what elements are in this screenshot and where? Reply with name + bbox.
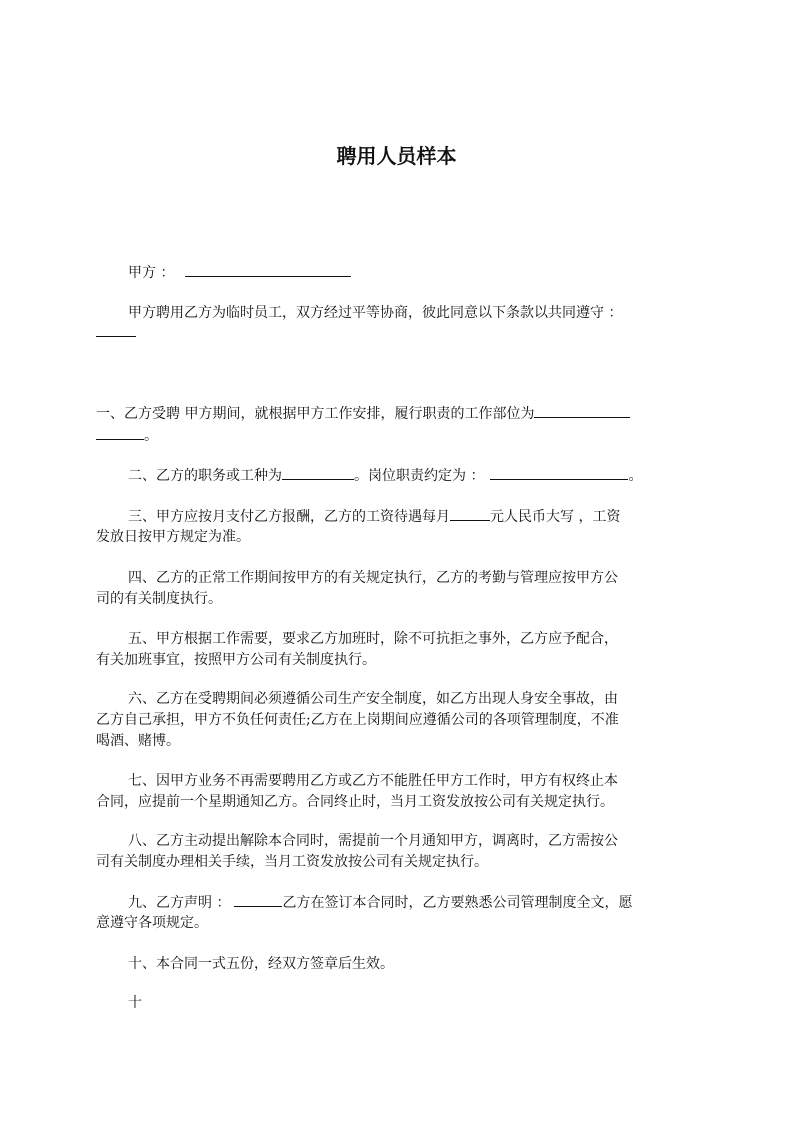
clause-3-blank [450,506,490,521]
clause-8-text-b: 司有关制度办理相关手续，当月工资发放按公司有关规定执行。 [96,854,488,870]
clause-5-text-b: 有关加班事宜，按照甲方公司有关制度执行。 [96,652,376,668]
party-a-blank [185,262,351,277]
clause-6-line-1 [128,689,618,709]
clause-7-line-2 [96,792,614,812]
party-a-line [128,262,351,283]
clause-1-blank-a [534,403,630,418]
clause-6-line-2 [96,710,619,730]
clause-10-line [128,954,394,974]
clause-6-text-b: 乙方自己承担，甲方不负任何责任;乙方在上岗期间应遵循公司的各项管理制度，不准 [96,712,619,728]
intro-line [128,303,622,323]
clause-8-line-1 [128,831,618,851]
clause-1-line-2 [96,425,158,446]
clause-11-line [128,993,142,1013]
clause-5-line-2 [96,650,376,670]
clause-9-text-c: 意遵守各项规定。 [96,915,208,931]
clause-6-text-a: 六、乙方在受聘期间必须遵循公司生产安全制度，如乙方出现人身安全事故，由 [128,691,618,707]
clause-2-line [128,465,642,486]
party-a-label: 甲方 ： [128,265,175,281]
clause-1-end: 。 [144,428,158,444]
clause-4-line-2 [96,589,222,609]
clause-1-text: 一、乙方受聘 甲方期间，就根据甲方工作安排，履行职责的工作部位为 [96,406,535,422]
clause-2-blank-b [490,465,628,480]
intro-text: 甲方聘用乙方为临时员工，双方经过平等协商，彼此同意以下条款以共同遵守 ： [128,305,623,321]
clause-8-text-a: 八、乙方主动提出解除本合同时，需提前一个月通知甲方，调离时，乙方需按公 [128,833,618,849]
clause-3-line-2 [96,527,250,547]
clause-2-end: 。 [628,468,643,484]
clause-3-text-a: 三、甲方应按月支付乙方报酬，乙方的工资待遇每月 [128,509,450,525]
clause-2-text-b: 。岗位职责约定为 ： [354,468,485,484]
clause-10-text: 十、本合同一式五份，经双方签章后生效。 [128,956,394,972]
clause-4-line-1 [128,568,618,588]
clause-1-blank-b [96,425,144,440]
clause-5-line-1 [128,629,618,649]
clause-7-text-a: 七、因甲方业务不再需要聘用乙方或乙方不能胜任甲方工作时，甲方有权终止本 [128,773,618,789]
clause-4-text-b: 司的有关制度执行。 [96,591,222,607]
clause-7-text-b: 合同，应提前一个星期通知乙方。合同终止时，当月工资发放按公司有关规定执行。 [96,794,614,810]
clause-2-text-a: 二、乙方的职务或工种为 [128,468,282,484]
clause-5-text-a: 五、甲方根据工作需要，要求乙方加班时，除不可抗拒之事外，乙方应予配合， [128,631,618,647]
clause-9-line-2 [96,913,208,933]
clause-4-text-a: 四、乙方的正常工作期间按甲方的有关规定执行，乙方的考勤与管理应按甲方公 [128,570,618,586]
clause-6-line-3 [96,731,180,751]
document-title: 聘用人员样本 [336,144,457,168]
clause-1-line-1 [96,403,630,424]
intro-blank [96,322,136,337]
clause-3-text-c: 发放日按甲方规定为准。 [96,529,250,545]
clause-9-text-b: 乙方在签订本合同时，乙方要熟悉公司管理制度全文，愿 [282,895,633,911]
clause-3-text-b: 元人民币大写 ，工资 [490,509,621,525]
clause-7-line-1 [128,771,618,791]
clause-2-blank-a [282,465,354,480]
clause-3-line-1 [128,506,620,527]
clause-8-line-2 [96,852,488,872]
clause-9-line-1 [128,892,632,913]
clause-6-text-c: 喝酒、赌博。 [96,733,180,749]
clause-9-blank [234,892,282,907]
clause-9-text-a: 九、乙方声明 ： [128,895,231,911]
intro-blank-line [96,322,136,343]
clause-11-text: 十 [128,995,142,1011]
